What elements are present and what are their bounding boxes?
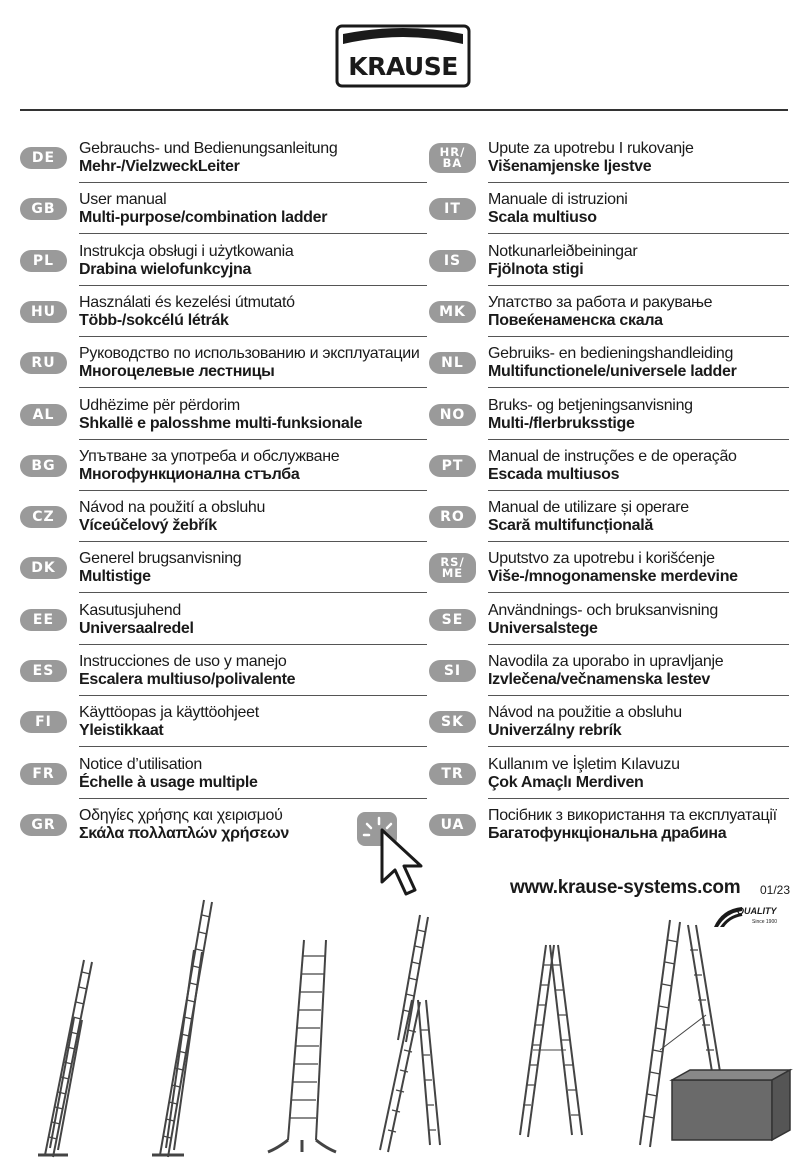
language-entry — [429, 448, 789, 499]
ladder-a-frame-illustration — [520, 945, 582, 1137]
ladder-illustrations — [0, 890, 808, 1175]
entry-divider — [79, 541, 427, 542]
language-entry-text — [79, 756, 427, 792]
language-entry-text — [79, 140, 427, 176]
language-entry — [20, 602, 427, 653]
manual-title: Manual de utilizare și operare — [488, 499, 689, 517]
language-code-badge: EE — [20, 609, 67, 631]
entry-divider — [79, 439, 427, 440]
entry-divider — [79, 233, 427, 234]
language-code-badge — [429, 143, 476, 173]
ladder-two-section-illustration — [38, 960, 92, 1157]
language-entry-text — [79, 704, 427, 740]
entry-divider — [79, 695, 427, 696]
language-entry — [429, 704, 789, 755]
language-entry — [20, 448, 427, 499]
product-name: Fjölnota stigi — [488, 260, 584, 278]
manual-title: Használati és kezelési útmutató — [79, 293, 295, 311]
language-code-badge: RO — [429, 506, 476, 528]
language-code-badge: UA — [429, 814, 476, 836]
language-entry — [429, 397, 789, 448]
language-code-badge: TR — [429, 763, 476, 785]
click-cursor-icon — [355, 810, 445, 900]
manual-title: Notice d’utilisation — [79, 755, 202, 773]
language-entry — [20, 140, 427, 191]
product-name: Escada multiusos — [488, 465, 620, 483]
entry-divider — [488, 490, 789, 491]
ladder-carry-box — [672, 1080, 772, 1140]
language-code-bottom: ME — [441, 566, 464, 581]
language-code-badge: FI — [20, 711, 67, 733]
language-entry-text — [79, 653, 427, 689]
manual-title: Navodila za uporabo in upravljanje — [488, 653, 724, 670]
manual-title: Notkunarleiðbeiningar — [488, 242, 638, 260]
entry-divider — [488, 798, 789, 799]
product-name: Σκάλα πολλαπλών χρήσεων — [79, 824, 289, 842]
language-entry-text — [488, 140, 789, 176]
manual-title: Упътване за употреба и обслужване — [79, 447, 340, 465]
language-entry-text — [488, 653, 789, 689]
entry-divider — [79, 285, 427, 286]
entry-divider — [488, 592, 789, 593]
product-name: Több-/sokcélú létrák — [79, 311, 229, 329]
language-code-badge: FR — [20, 763, 67, 785]
language-entry — [429, 191, 789, 242]
product-name: Universalstege — [488, 619, 598, 637]
product-name: Повеќенаменска скала — [488, 311, 663, 329]
language-entry-text — [488, 807, 789, 843]
product-name: Više-/mnogonamenske merdevine — [488, 568, 738, 586]
entry-divider — [79, 746, 427, 747]
language-entry — [429, 807, 789, 858]
language-entry-text — [79, 397, 427, 433]
product-name: Izvlečena/večnamenska lestev — [488, 671, 710, 688]
language-entry-text — [488, 756, 789, 792]
krause-logo — [335, 24, 471, 88]
language-code-badge: SI — [429, 660, 476, 682]
language-entry — [20, 345, 427, 396]
manual-title: Упатство за работа и ракување — [488, 293, 713, 311]
language-code-badge: GB — [20, 198, 67, 220]
product-name: Shkallë e palosshme multi-funksionale — [79, 414, 363, 432]
language-code-badge: CZ — [20, 506, 67, 528]
product-name: Multifunctionele/universele ladder — [488, 363, 737, 381]
language-entry — [429, 653, 789, 704]
language-entry-text — [79, 345, 427, 381]
language-entry — [429, 602, 789, 653]
quality-label: QUALITY — [737, 906, 777, 916]
language-entry — [429, 499, 789, 550]
product-name: Yleistikkaat — [79, 722, 164, 740]
language-code-badge: DK — [20, 557, 67, 579]
language-code-badge: BG — [20, 455, 67, 477]
product-name: Échelle à usage multiple — [79, 773, 258, 791]
product-name: Багатофункціональна драбина — [488, 824, 727, 842]
manual-title: Instrukcja obsługi i użytkowania — [79, 242, 294, 260]
entry-divider — [79, 592, 427, 593]
language-entry-text — [488, 602, 789, 638]
manual-title: Gebrauchs- und Bedienungsanleitung — [79, 140, 338, 157]
entry-divider — [488, 439, 789, 440]
entry-divider — [79, 182, 427, 183]
manual-title: Upute za upotrebu I rukovanje — [488, 140, 694, 157]
language-entry — [20, 756, 427, 807]
language-code-badge — [429, 553, 476, 583]
entry-divider — [79, 490, 427, 491]
language-code-badge: SE — [429, 609, 476, 631]
manual-title: Gebruiks- en bedieningshandleiding — [488, 345, 734, 363]
manual-title: Manual de instruções e de operação — [488, 447, 737, 465]
website-url[interactable]: www.krause-systems.com — [510, 877, 741, 898]
language-code-top: HR/ — [439, 145, 466, 159]
manual-title: Kullanım ve İşletim Kılavuzu — [488, 755, 680, 773]
language-entry — [429, 243, 789, 294]
language-entry — [20, 243, 427, 294]
language-code-badge: IS — [429, 250, 476, 272]
product-name: Escalera multiuso/polivalente — [79, 671, 296, 688]
entry-divider — [488, 644, 789, 645]
entry-divider — [488, 285, 789, 286]
manual-title: Návod na použití a obsluhu — [79, 499, 266, 517]
manual-title: Instrucciones de uso y manejo — [79, 653, 287, 670]
manual-title: Bruks- og betjeningsanvisning — [488, 396, 693, 414]
entry-divider — [79, 387, 427, 388]
product-name: Univerzálny rebrík — [488, 722, 622, 740]
language-code-bottom: BA — [442, 156, 463, 170]
product-name: Scară multifuncțională — [488, 517, 653, 535]
edition-code: 01/23 — [760, 883, 791, 897]
entry-divider — [79, 336, 427, 337]
product-name: Multi-/flerbruksstige — [488, 414, 635, 432]
language-code-badge: GR — [20, 814, 67, 836]
product-name: Drabina wielofunkcyjna — [79, 260, 252, 278]
product-name: Scala multiuso — [488, 209, 597, 227]
manual-title: User manual — [79, 191, 167, 209]
language-entry-text — [488, 294, 789, 330]
language-entry-text — [79, 294, 427, 330]
language-code-badge: NL — [429, 352, 476, 374]
language-code-badge: HU — [20, 301, 67, 323]
product-name: Mehr-/VielzweckLeiter — [79, 158, 240, 175]
entry-divider — [488, 233, 789, 234]
language-entry — [429, 756, 789, 807]
manual-title: Посібник з використання та експлуатації — [488, 806, 777, 824]
manual-title: Användnings- och bruksanvisning — [488, 601, 718, 619]
manual-title: Manuale di istruzioni — [488, 191, 628, 209]
manual-title: Udhëzime për përdorim — [79, 396, 240, 414]
language-entry-text — [488, 448, 789, 484]
language-code-badge: PT — [429, 455, 476, 477]
language-entry-text — [488, 243, 789, 279]
entry-divider — [488, 182, 789, 183]
language-entry — [429, 140, 789, 191]
language-code-badge: PL — [20, 250, 67, 272]
manual-title: Kasutusjuhend — [79, 601, 181, 619]
manual-title: Uputstvo za upotrebu i korišćenje — [488, 550, 715, 568]
language-entry-text — [79, 550, 427, 586]
language-entry — [20, 653, 427, 704]
manual-title: Návod na použitie a obsluhu — [488, 704, 682, 722]
language-entry — [20, 550, 427, 601]
ladder-stabilizer-illustration — [268, 940, 336, 1152]
language-entry — [429, 294, 789, 345]
language-entry — [20, 499, 427, 550]
language-entry-text — [79, 191, 427, 227]
language-entry — [20, 191, 427, 242]
brand-name: KRAUSE — [348, 52, 458, 81]
entry-divider — [488, 541, 789, 542]
language-code-badge: MK — [429, 301, 476, 323]
product-name: Višenamjenske ljestve — [488, 158, 652, 175]
manual-title: Οδηγίες χρήσης και χειρισμού — [79, 806, 283, 824]
entry-divider — [488, 695, 789, 696]
product-name: Víceúčelový žebřík — [79, 517, 217, 535]
language-entry-text — [488, 550, 789, 586]
language-code-badge: RU — [20, 352, 67, 374]
language-entry-text — [488, 704, 789, 740]
ladder-three-section-illustration — [380, 915, 440, 1152]
entry-divider — [79, 644, 427, 645]
language-code-badge: IT — [429, 198, 476, 220]
product-name: Çok Amaçlı Merdiven — [488, 773, 644, 791]
product-name: Universaalredel — [79, 619, 194, 637]
product-name: Многоцелевые лестницы — [79, 363, 275, 381]
product-name: Multistige — [79, 568, 151, 586]
quality-since: Since 1900 — [752, 919, 778, 925]
entry-divider — [488, 336, 789, 337]
language-code-badge: AL — [20, 404, 67, 426]
manual-title: Руководство по использованию и эксплуатации — [79, 345, 420, 363]
language-code-top: RS/ — [440, 555, 465, 570]
language-entry-text — [79, 243, 427, 279]
language-entry — [429, 550, 789, 601]
language-entry — [429, 345, 789, 396]
product-name: Многофункционална стълба — [79, 465, 300, 483]
entry-divider — [488, 387, 789, 388]
language-entry-text — [488, 345, 789, 381]
manual-title: Generel brugsanvisning — [79, 550, 242, 568]
entry-divider — [79, 798, 427, 799]
language-code-badge: NO — [429, 404, 476, 426]
language-entry-text — [79, 499, 427, 535]
entry-divider — [488, 746, 789, 747]
language-code-badge: SK — [429, 711, 476, 733]
manual-title: Käyttöopas ja käyttöohjeet — [79, 704, 259, 722]
language-entry-text — [488, 499, 789, 535]
language-entry-text — [79, 602, 427, 638]
language-code-badge: DE — [20, 147, 67, 169]
header-divider — [20, 109, 788, 111]
language-entry-text — [488, 191, 789, 227]
language-entry — [20, 294, 427, 345]
language-entry-text — [488, 397, 789, 433]
product-name: Multi-purpose/combination ladder — [79, 209, 328, 227]
language-entry-text — [79, 448, 427, 484]
language-entry — [20, 704, 427, 755]
language-code-badge: ES — [20, 660, 67, 682]
ladder-extension-illustration — [152, 900, 212, 1157]
language-entry — [20, 397, 427, 448]
